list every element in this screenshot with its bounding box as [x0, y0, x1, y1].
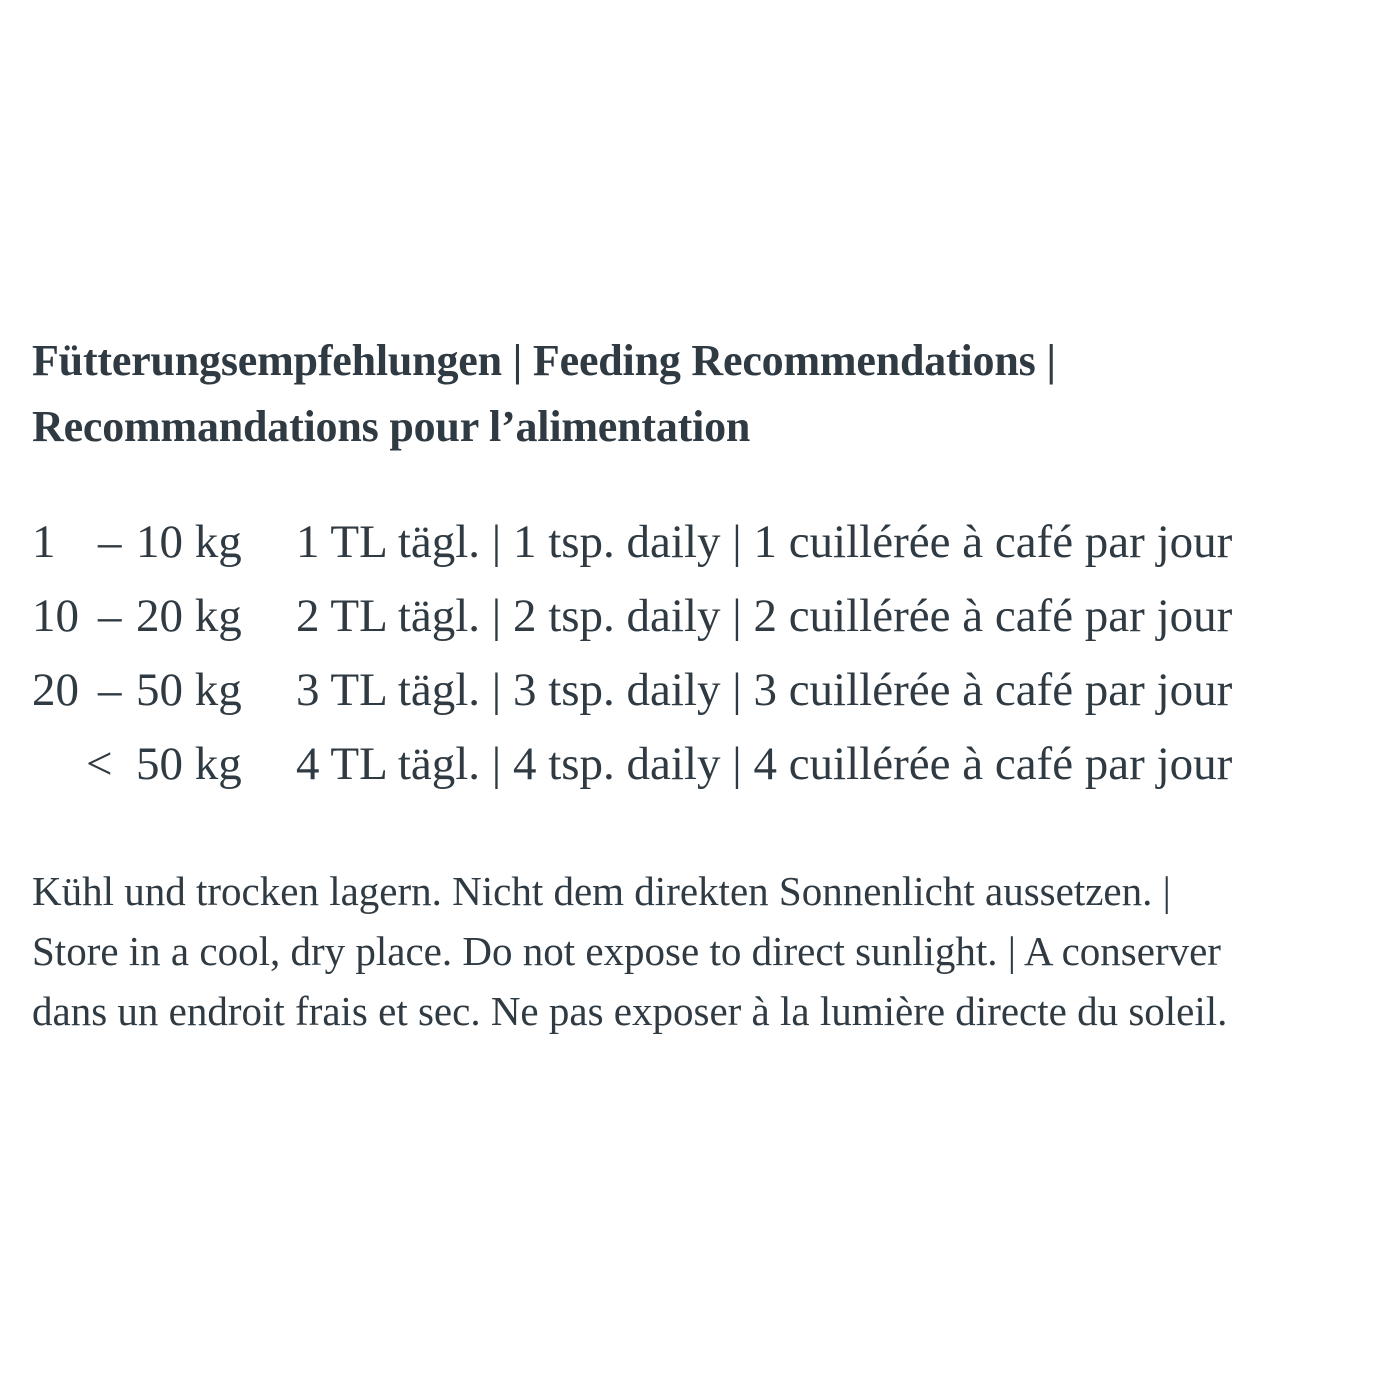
weight-separator: –	[98, 590, 122, 642]
storage-instructions	[32, 861, 1377, 1041]
dosage-row	[32, 579, 1377, 653]
dosage-amount: 2 TL tägl. | 2 tsp. daily | 2 cuillérée à café par jour	[296, 590, 1233, 642]
weight-min: 10	[32, 590, 79, 642]
dosage-amount: 3 TL tägl. | 3 tsp. daily | 3 cuillérée à café par jour	[296, 664, 1233, 716]
dosage-row	[32, 653, 1377, 727]
storage-line-2: Store in a cool, dry place. Do not expose to direct sunlight. | A conserver	[32, 928, 1221, 974]
weight-separator: <	[86, 738, 113, 790]
weight-max: 50 kg	[136, 738, 242, 790]
dosage-amount: 1 TL tägl. | 1 tsp. daily | 1 cuillérée à café par jour	[296, 516, 1233, 568]
label-page	[32, 0, 1377, 1400]
heading-line-1: Fütterungsempfehlungen | Feeding Recommendations |	[32, 336, 1056, 385]
weight-max: 50 kg	[136, 664, 242, 716]
dosage-row	[32, 505, 1377, 579]
dosage-table	[32, 505, 1377, 801]
weight-separator: –	[98, 664, 122, 716]
weight-separator: –	[98, 516, 122, 568]
weight-min: 1	[32, 516, 56, 568]
weight-max: 20 kg	[136, 590, 242, 642]
feeding-recommendations-heading	[32, 328, 1377, 460]
dosage-amount: 4 TL tägl. | 4 tsp. daily | 4 cuillérée à café par jour	[296, 738, 1233, 790]
dosage-row	[32, 727, 1377, 801]
weight-min: 20	[32, 664, 79, 716]
storage-line-1: Kühl und trocken lagern. Nicht dem direkten Sonnenlicht aussetzen. |	[32, 868, 1171, 914]
heading-line-2: Recommandations pour l’alimentation	[32, 402, 751, 451]
storage-line-3: dans un endroit frais et sec. Ne pas exposer à la lumière directe du soleil.	[32, 988, 1228, 1034]
weight-max: 10 kg	[136, 516, 242, 568]
